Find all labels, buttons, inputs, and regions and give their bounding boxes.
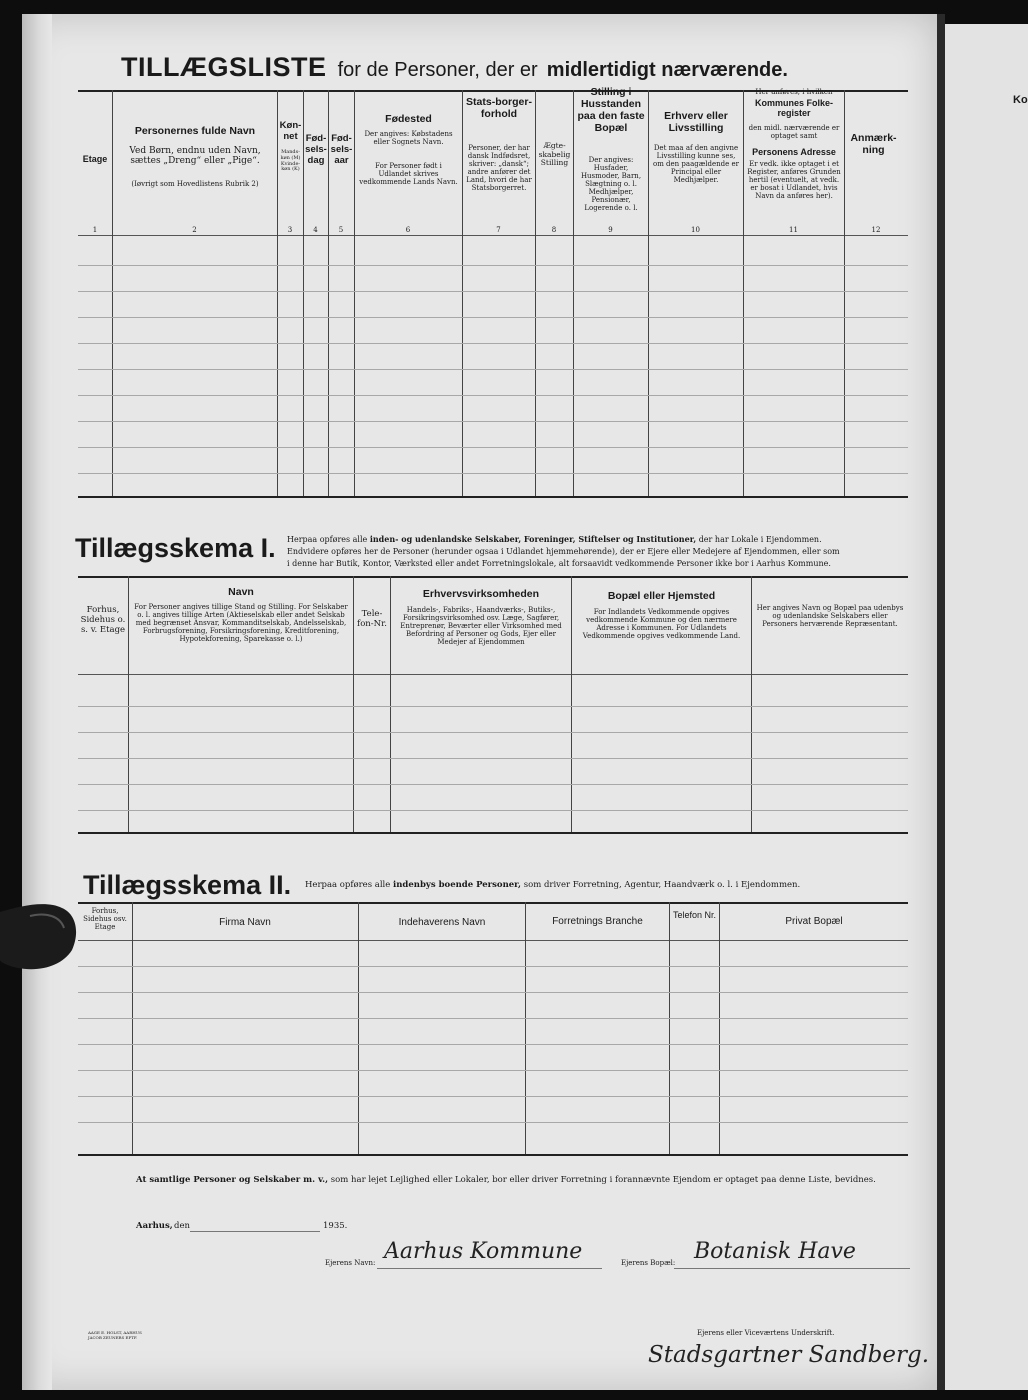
s1-col-phone: Tele-fon-Nr. — [357, 609, 387, 629]
col-occupation-heading: Erhverv eller Livsstilling — [664, 110, 728, 134]
col-etage-heading: Etage — [82, 154, 108, 164]
col-birthplace-heading: Fødested — [385, 113, 432, 125]
s1-col-residence-heading: Bopæl eller Hjemsted — [607, 590, 716, 602]
s1-col-name-note: For Personer angives tillige Stand og Stilling. For Selskaber o. l. angives tillige Arten (Aktieselskab eller andet Selskab med begrænset Ansvar, Kommanditselskab, Andelsselskab, Forbrugsforening, Forsikringsforening, Kreditforening, Hypotekforening, Sparekasse o. l.) — [134, 603, 348, 644]
col-number: 7 — [496, 226, 501, 234]
owner-name-label: Ejerens Navn: — [325, 1259, 376, 1267]
col-number: 3 — [287, 226, 293, 234]
col-name-heading: Personernes fulde Navn — [134, 125, 256, 137]
book-spine — [937, 14, 945, 1390]
page-title — [121, 52, 788, 83]
col-number: 5 — [338, 226, 344, 234]
year-label: 1935. — [323, 1221, 348, 1231]
col-number: 6 — [405, 226, 411, 234]
s2-col-branch: Forretnings Branche — [552, 916, 643, 927]
s2-col-phone: Telefon Nr. — [672, 910, 717, 920]
statement-bold: At samtlige Personer og Selskaber m. v., — [136, 1175, 329, 1185]
col-number: 8 — [551, 226, 557, 234]
attestation-statement — [136, 1175, 916, 1185]
col-number: 10 — [691, 226, 700, 234]
statement-rest: som har lejet Lejlighed eller Lokaler, bor eller driver Forretning i forannævnte Ejendom er optaget paa denne Liste, bevidnes. — [330, 1175, 876, 1185]
s2-col-private-address: Privat Bopæl — [785, 916, 843, 927]
col-birthplace-note2: For Personer født i Udlandet skrives vedkommende Lands Navn. — [359, 162, 458, 187]
col-register-note: Er vedk. ikke optaget i et Register, anføres Grunden hertil (eventuelt, at vedk. er bosat i Udlandet, hvis Navn da anføres her). — [747, 160, 841, 201]
s1-col-business-note: Handels-, Fabriks-, Haandværks-, Butiks-, Forsikringsvirksomhed osv. Læge, Sagfører, Entreprenør, Beværter eller Virksomhed med Befordring af Personer og Gods, Ejer eller Medejer af Ejendommen — [400, 606, 562, 647]
adjacent-page-text: Ko — [1013, 94, 1028, 106]
col-number: 4 — [313, 226, 318, 234]
schema-2-desc: Herpaa opføres alle — [305, 880, 391, 890]
col-number: 12 — [871, 226, 881, 234]
col-number: 11 — [789, 226, 798, 234]
city-label: Aarhus, — [136, 1221, 173, 1231]
col-name-note: Ved Børn, endnu uden Navn, sættes „Dreng“ eller „Pige“. — [129, 146, 261, 167]
date-label: den — [174, 1221, 190, 1231]
printer-imprint: AAGE E. HOLST, AARHUS JACOB ZEUNERS EFTF. — [88, 1330, 142, 1340]
col-birthday-heading: Fød-sels-dag — [305, 133, 327, 166]
form-page — [22, 14, 937, 1390]
title-rest: for de Personer, der er — [337, 59, 538, 81]
s2-col-etage: Forhus, Sidehus osv. Etage — [83, 907, 127, 932]
schema-1-title: Tillægsskema I. — [75, 533, 276, 563]
owner-address-label: Ejerens Bopæl: — [621, 1259, 676, 1267]
owner-name-value: Aarhus Kommune — [384, 1239, 583, 1264]
col-name-note2: (Iøvrigt som Hovedlistens Rubrik 2) — [131, 180, 259, 188]
adjacent-page — [945, 24, 1028, 1390]
col-sex-heading: Køn-net — [279, 120, 302, 142]
schema-1-desc1b: inden- og udenlandske Selskaber, Foreninger, Stiftelser og Institutioner, — [369, 534, 697, 544]
col-register-heading2: Personens Adresse — [752, 147, 836, 157]
title-bold: TILLÆGSLISTE — [121, 52, 327, 82]
col-citizenship-heading: Stats-borger-forhold — [466, 96, 532, 120]
col-birthyear-heading: Fød-sels-aar — [330, 133, 353, 166]
col-sex-note: Mands-køn (M) Kvinde-køn (K) — [280, 149, 301, 173]
col-remark-heading: Anmærk-ning — [850, 132, 897, 156]
schema-2-desc-c: som driver Forretning, Agentur, Haandværk o. l. i Ejendommen. — [523, 880, 801, 890]
s1-col-name-heading: Navn — [228, 586, 254, 598]
col-number: 1 — [92, 226, 98, 234]
s2-col-firm: Firma Navn — [219, 917, 271, 928]
signature-value: Stadsgartner Sandberg. — [648, 1342, 930, 1368]
s2-col-owner: Indehaverens Navn — [398, 917, 486, 928]
schema-2-desc-b: indenbys boende Personer, — [393, 880, 522, 890]
col-marital-heading: Ægte-skabelig Stilling — [538, 141, 571, 168]
s1-col-business-heading: Erhvervsvirksomheden — [422, 588, 540, 600]
page-binding-shadow — [22, 14, 52, 1390]
schema-2-description — [305, 880, 800, 890]
col-household-note: Der angives: Husfader, Husmoder, Barn, Slægtning o. l. Medhjælper, Pensionær, Logerende o. l. — [580, 156, 642, 213]
s1-col-residence-note: For Indlandets Vedkommende opgives vedkommende Kommune og den nærmere Adresse i Kommunen. For Udlandets Vedkommende opgives vedkommende Land. — [582, 608, 741, 641]
col-household-heading: Stilling i Husstanden paa den faste Bopæl — [577, 86, 645, 134]
s1-col-representative-note: Her angives Navn og Bopæl paa udenbys og udenlandske Selskabers eller Personers herværende Repræsentant. — [756, 604, 904, 629]
schema-1-description — [287, 533, 912, 570]
col-register-mid: den midl. nærværende er optaget samt — [748, 124, 840, 141]
col-birthplace-note: Der angives: Købstadens eller Sognets Navn. — [364, 130, 453, 147]
col-occupation-note: Det maa af den angivne Livsstilling kunne ses, om den paagældende er Principal eller Medhjælper. — [652, 144, 740, 185]
col-number: 2 — [192, 226, 197, 234]
col-citizenship-note: Personer, der har dansk Indfødsret, skriver: „dansk“; andre anfører det Land, hvori de har Statsborgerret. — [466, 144, 532, 193]
schema-1-desc2: Endvidere opføres her de Personer (herunder ogsaa i Udlandet hjemmehørende), der er Ejere eller Medejere af Ejendommen, eller som — [287, 547, 840, 556]
col-number: 9 — [608, 226, 613, 234]
col-register-heading: Kommunes Folke-register — [754, 98, 833, 118]
s1-col-etage: Forhus, Sidehus o. s. v. Etage — [80, 605, 126, 635]
signature-label: Ejerens eller Viceværtens Underskrift. — [697, 1329, 835, 1337]
thumb-holding-page — [0, 902, 80, 972]
schema-1-desc3: i denne har Butik, Kontor, Værksted eller andet Forretningslokale, alt forsaavidt vedkommende Personer ikke bor i Aarhus Kommune. — [287, 559, 831, 568]
owner-address-value: Botanisk Have — [694, 1239, 856, 1264]
schema-1-desc1: Herpaa opføres alle — [287, 535, 368, 544]
col-register-pre: Her anføres, i hvilken — [755, 88, 833, 96]
schema-1-desc1c: der har Lokale i Ejendommen. — [698, 535, 822, 544]
title-bold2: midlertidigt nærværende. — [546, 59, 788, 81]
schema-2-title: Tillægsskema II. — [83, 870, 292, 900]
